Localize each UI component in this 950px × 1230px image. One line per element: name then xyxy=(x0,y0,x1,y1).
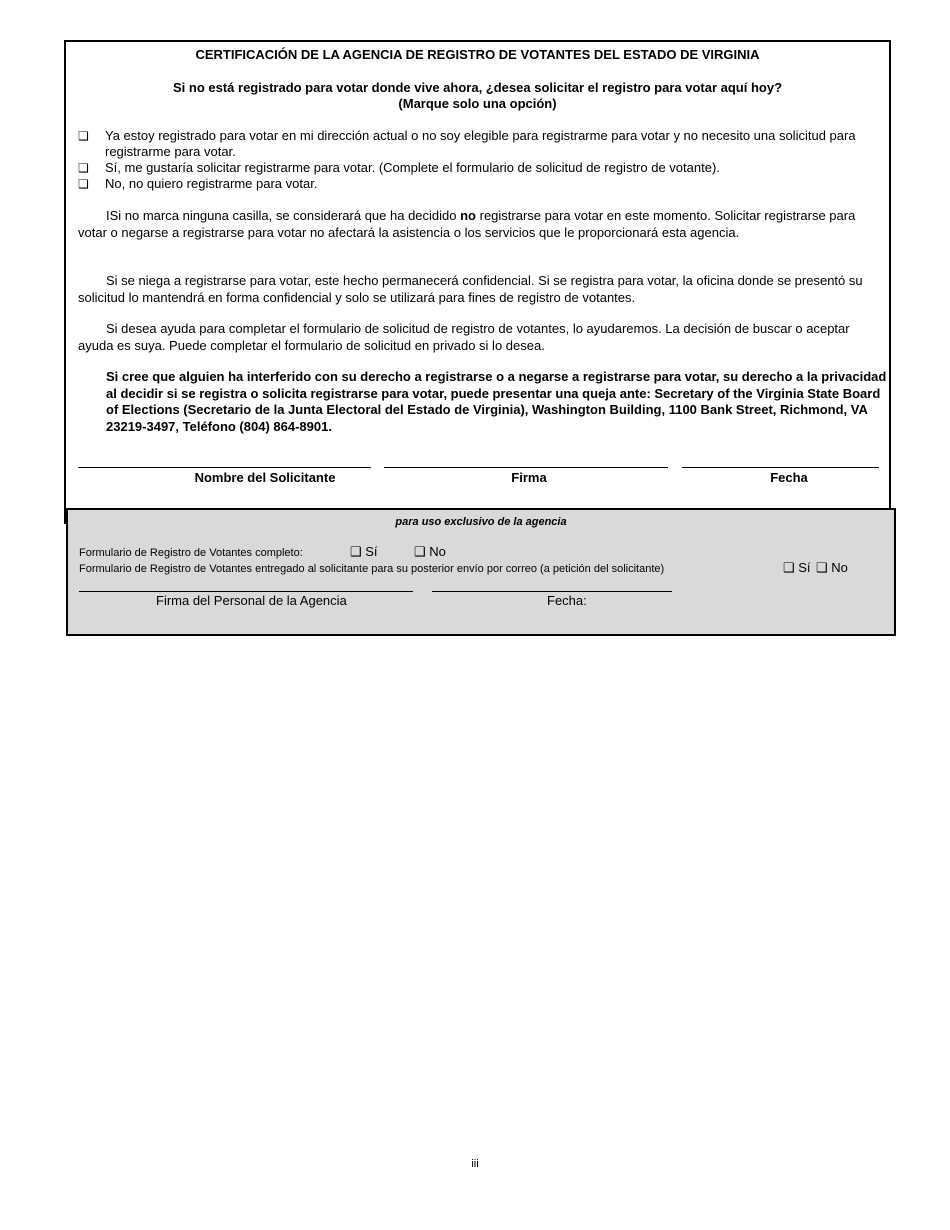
option-label: Ya estoy registrado para votar en mi dirección actual o no soy elegible para registrarme para votar y no necesito una solicitud para registrarme para votar. xyxy=(105,128,856,159)
form-title: CERTIFICACIÓN DE LA AGENCIA DE REGISTRO DE VOTANTES DEL ESTADO DE VIRGINIA xyxy=(195,47,760,62)
date-label: Fecha xyxy=(770,470,808,485)
question-text: Si no está registrado para votar donde vive ahora, ¿desea solicitar el registro para votar aquí hoy? xyxy=(172,80,783,95)
mailed-no-checkbox[interactable]: ❑ No xyxy=(816,560,848,575)
staff-signature-label: Firma del Personal de la Agencia xyxy=(156,593,347,608)
option-already-registered[interactable] xyxy=(78,128,888,160)
applicant-name-line[interactable] xyxy=(78,467,371,469)
option-yes-register[interactable] xyxy=(78,160,888,176)
assistance-notice: Si desea ayuda para completar el formulario de solicitud de registro de votantes, lo ayudaremos. La decisión de buscar o aceptar ayuda es suya. Puede completar el formulario de solicitud en privado si lo desea. xyxy=(78,321,850,353)
question-instruction: (Marque solo una opción) xyxy=(398,96,557,111)
option-label: Sí, me gustaría solicitar registrarme para votar. (Complete el formulario de solicitud de registro de votante). xyxy=(105,160,720,175)
checkbox-icon[interactable]: ❑ xyxy=(78,177,89,191)
applicant-name-label: Nombre del Solicitante xyxy=(194,470,336,485)
complaint-notice: Si cree que alguien ha interferido con su derecho a registrarse o a negarse a registrarse para votar, su derecho a la privacidad al decidir si se registra o solicita registrarse para votar, puede presentar una queja ante: Secretary of the Virginia State Board of Elections (Secretario de la Junta Electoral del Estado de Virginia), Washington Building, 1100 Bank Street, Richmond, VA 23219-3497, Teléfono (804) 864-8901. xyxy=(106,369,887,434)
option-label: No, no quiero registrarme para votar. xyxy=(105,176,318,191)
agency-date-label: Fecha: xyxy=(547,593,587,608)
registration-question xyxy=(66,80,889,112)
notice-emphasis: no xyxy=(460,208,476,223)
date-line[interactable] xyxy=(682,467,879,469)
option-no-register[interactable] xyxy=(78,176,888,192)
checkbox-icon[interactable]: ❑ xyxy=(78,129,89,143)
completed-form-label: Formulario de Registro de Votantes completo: xyxy=(79,547,303,559)
page-number: iii xyxy=(471,1158,479,1170)
completed-no-checkbox[interactable]: ❑ No xyxy=(414,544,446,559)
notice-text: ISi no marca ninguna casilla, se considerará que ha decidido xyxy=(106,208,461,223)
checkbox-icon[interactable]: ❑ xyxy=(78,161,89,175)
notice-text-continued: registrarse para votar en este momento. Solicitar registrarse para votar o negarse a registrarse para votar no afectará la asistencia o los servicios que le proporcionará esta agencia. xyxy=(78,208,856,240)
mailed-yes-checkbox[interactable]: ❑ Sí xyxy=(783,560,811,575)
mailed-form-label: Formulario de Registro de Votantes entregado al solicitante para su posterior envío por correo (a petición del solicitante) xyxy=(79,563,665,575)
signature-label: Firma xyxy=(511,470,547,485)
no-selection-notice xyxy=(78,208,878,241)
confidentiality-notice: Si se niega a registrarse para votar, este hecho permanecerá confidencial. Si se registra para votar, la oficina donde se presentó su solicitud lo mantendrá en forma confidencial y solo se utilizará para fines de registro de votantes. xyxy=(78,273,863,305)
voter-registration-certification-form xyxy=(64,40,891,523)
signature-line[interactable] xyxy=(384,467,668,469)
agency-section-title: para uso exclusivo de la agencia xyxy=(395,516,567,528)
agency-use-section xyxy=(66,508,896,636)
completed-yes-checkbox[interactable]: ❑ Sí xyxy=(350,544,378,559)
